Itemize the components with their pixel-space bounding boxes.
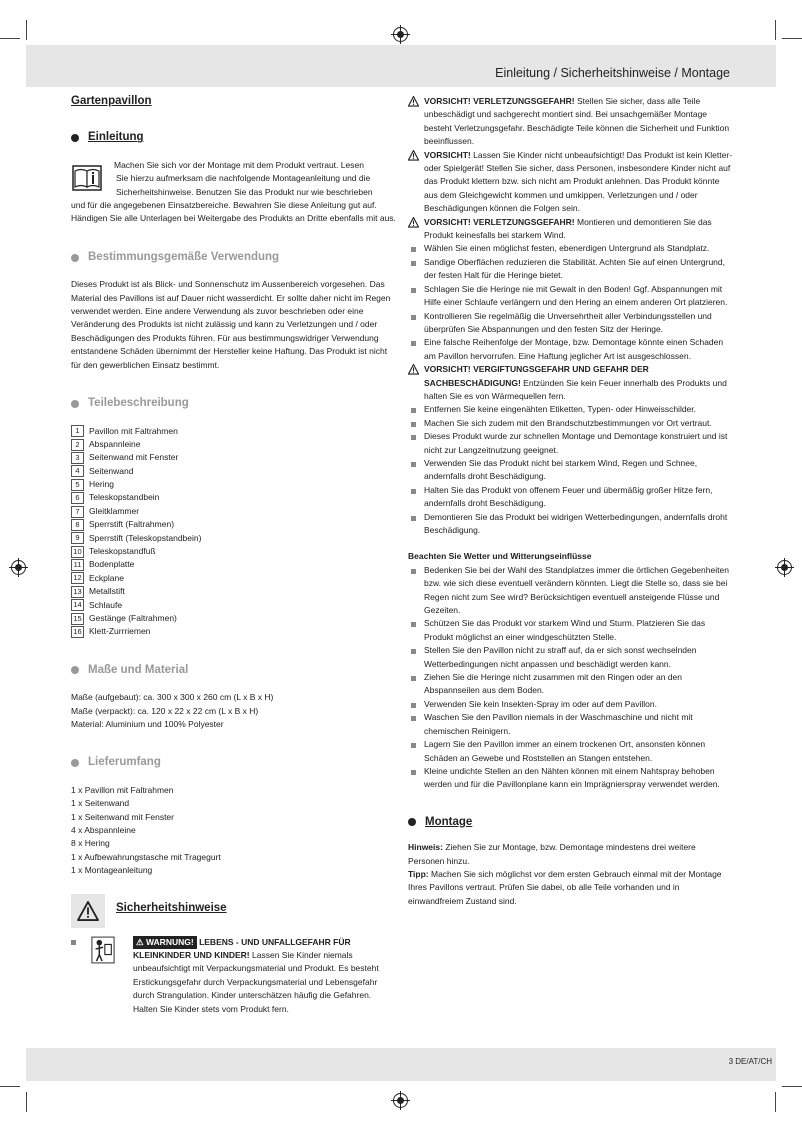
warning-verletzung-2: VORSICHT! VERLETZUNGSGEFAHR! Montieren und demontieren Sie das Produkt keinesfalls bei starkem Wind. [408,216,733,243]
part-number-badge: 15 [71,613,84,625]
part-number-badge: 16 [71,626,84,638]
list-item: Bedenken Sie bei der Wahl des Standplatzes immer die örtlichen Gegebenheiten bzw. wie sich diese eventuell verändern könnten. Liegt die Stelle so, dass sie bei Regen nicht zum See wird? Berücksichtigen eventuell ansteigende Flüsse und Gezeiten. [408,564,733,618]
parts-list-item [71,558,396,571]
registration-mark-icon [11,560,26,575]
part-label: Gestänge (Faltrahmen) [89,612,177,623]
section-heading-verwendung: Bestimmungsgemäße Verwendung [71,251,396,264]
part-number-badge: 12 [71,572,84,584]
part-label: Bodenplatte [89,559,135,570]
list-item: Verwenden Sie kein Insekten-Spray im oder auf dem Pavillon. [408,698,733,711]
warning-triangle-icon [408,217,419,228]
crop-mark [0,38,20,39]
right-column [408,95,733,908]
warning-verletzung-1: VORSICHT! VERLETZUNGSGEFAHR! Stellen Sie sicher, dass alle Teile unbeschädigt und sachgerecht montiert sind. Bei unsachgemäßer Montage besteht Verletzungsgefahr. Beschädigte Teile können die Sicherheit und Funktion beeinflussen. [408,95,733,149]
list-item: Halten Sie das Produkt von offenem Feuer und übermäßig großer Hitze fern, andernfalls droht Beschädigung. [408,484,733,511]
list-item: Waschen Sie den Pavillon niemals in der Waschmaschine und nicht mit chemischen Reinigern. [408,711,733,738]
part-number-badge: 11 [71,559,84,571]
list-item: Kleine undichte Stellen an den Nähten können mit einem Nahtspray behoben werden und für die Pavillonplane kann ein Imprägnierspray verwendet werden. [408,765,733,792]
child-hazard-icon [91,936,115,964]
safety-list-2 [408,403,733,537]
parts-list-item [71,532,396,545]
warning-vergiftung: VORSICHT! VERGIFTUNGSGEFAHR UND GEFAHR DER SACHBESCHÄDIGUNG! Entzünden Sie kein Feuer innerhalb des Produkts und halten Sie es von Wärmequellen fern. [408,363,733,403]
montage-hinweis: Hinweis: Ziehen Sie zur Montage, bzw. Demontage mindestens drei weitere Personen hinzu. [408,842,696,866]
part-number-badge: 3 [71,452,84,464]
part-label: Eckplane [89,572,124,583]
verwendung-text: Dieses Produkt ist als Blick- und Sonnenschutz im Aussenbereich vorgesehen. Das Material des Pavillons ist auf Dauer nicht wasserdicht. Er sollte daher nicht im Regen verwendet werden. Eine andere Verwendung als zuvor beschrieben oder eine Veränderung des Produkts ist nicht zulässig und kann zu Verletzungen und / oder Beschädigungen des Produkts führen. Für aus bestimmungswidriger Verwendung entstandene Schäden übernimmt der Hersteller keine Haftung. Das Produkt ist nicht für den gewerblichen Einsatz bestimmt. [71,279,391,370]
registration-mark-icon [777,560,792,575]
parts-list-item [71,572,396,585]
warnung-kinder: ⚠ WARNUNG! LEBENS - UND UNFALLGEFAHR FÜR KLEINKINDER UND KINDER! Lassen Sie Kinder niemals unbeaufsichtigt mit Verpackungsmaterial und Produkt. Es besteht Erstickungsgefahr durch Verpackungsmaterial und Lebensgefahr durch Strangulation. Kinder unterschätzen häufig die Gefahren. Halten Sie Kinder stets vom Produkt fern. [71,936,396,1016]
safety-list-1 [408,242,733,363]
crop-mark [775,1092,776,1112]
sicherheit-heading-row [71,894,396,930]
left-column [71,95,396,1016]
part-number-badge: 8 [71,519,84,531]
parts-list-item [71,545,396,558]
parts-list-item [71,625,396,638]
part-number-badge: 2 [71,439,84,451]
parts-list-item [71,505,396,518]
wetter-heading: Beachten Sie Wetter und Witterungseinflüsse [408,551,592,562]
part-label: Sperrstift (Faltrahmen) [89,519,175,530]
part-number-badge: 14 [71,599,84,611]
part-number-badge: 9 [71,532,84,544]
list-item: Sandige Oberflächen reduzieren die Stabilität. Achten Sie auf einen Untergrund, der festen Halt für die Heringe bietet. [408,256,733,283]
parts-list [71,425,396,639]
part-label: Teleskopstandbein [89,492,160,503]
registration-mark-icon [393,27,408,42]
part-label: Abspannleine [89,438,141,449]
list-item: Stellen Sie den Pavillon nicht zu straff auf, da er sich sonst wechselnden Wetterbedingungen nicht anpassen und beschädigt werden kann. [408,644,733,671]
warning-triangle-icon [408,150,419,161]
part-label: Gleitklammer [89,505,140,516]
manual-book-icon [72,165,102,191]
part-label: Schlaufe [89,599,123,610]
parts-list-item [71,478,396,491]
registration-mark-icon [393,1093,408,1108]
crop-mark [775,20,776,40]
list-item: Schlagen Sie die Heringe nie mit Gewalt in den Boden! Ggf. Abspannungen mit Hilfe einer Schlaufe verlängern und den Hering an einem anderen Ort platzieren. [408,283,733,310]
crop-mark [0,1086,20,1087]
part-label: Seitenwand mit Fenster [89,452,179,463]
part-number-badge: 1 [71,425,84,437]
crop-mark [782,1086,802,1087]
page-number: 3 DE/AT/CH [728,1057,772,1066]
section-heading-masse: Maße und Material [71,664,396,677]
part-number-badge: 7 [71,506,84,518]
list-item: Lagern Sie den Pavillon immer an einem trockenen Ort, ansonsten können Schäden an Gewebe und Roststellen an Stangen entstehen. [408,738,733,765]
page-header-title: Einleitung / Sicherheitshinweise / Montage [495,66,730,80]
parts-list-item [71,599,396,612]
parts-list-item [71,438,396,451]
list-item: Entfernen Sie keine eingenähten Etiketten, Typen- oder Hinweisschilder. [408,403,733,416]
warning-triangle-icon [408,364,419,375]
parts-list-item [71,518,396,531]
list-item: Eine falsche Reihenfolge der Montage, bzw. Demontage könnte einen Schaden am Pavillon hervorrufen. Eine Haftung jeglicher Art ist ausgeschlossen. [408,336,733,363]
section-heading-lieferumfang: Lieferumfang [71,756,396,769]
crop-mark [26,20,27,40]
parts-list-item [71,425,396,438]
list-item: Wählen Sie einen möglichst festen, ebenerdigen Untergrund als Standplatz. [408,242,733,255]
warnung-badge: ⚠ WARNUNG! [133,936,197,949]
crop-mark [26,1092,27,1112]
wetter-list [408,564,733,792]
crop-mark [782,38,802,39]
part-number-badge: 4 [71,465,84,477]
list-item: Kontrollieren Sie regelmäßig die Unversehrtheit aller Verbindungsstellen und überprüfen Sie Abspannungen und den festen Sitz der Heringe. [408,310,733,337]
list-item: Ziehen Sie die Heringe nicht zusammen mit den Ringen oder an den Abspannseilen aus dem Boden. [408,671,733,698]
warning-triangle-icon [408,96,419,107]
masse-list: Maße (aufgebaut): ca. 300 x 300 x 260 cm (L x B x H) Maße (verpackt): ca. 120 x 22 x 22 cm (L x B x H) Material: Aluminium und 100% Polyester [71,692,274,729]
montage-tipp: Tipp: Machen Sie sich möglichst vor dem ersten Gebrauch einmal mit der Montage Ihres Pavillons vertraut. Prüfen Sie dabei, ob alle Teile vorhanden und in einwandfreiem Zustand sind. [408,868,722,906]
parts-list-item [71,451,396,464]
part-number-badge: 5 [71,479,84,491]
list-item: Machen Sie sich zudem mit den Brandschutzbestimmungen vor Ort vertraut. [408,417,733,430]
part-number-badge: 13 [71,586,84,598]
parts-list-item [71,465,396,478]
part-label: Metallstift [89,586,125,597]
part-label: Pavillon mit Faltrahmen [89,425,178,436]
sicherheit-heading: Sicherheitshinweise [116,901,227,914]
part-number-badge: 10 [71,546,84,558]
einleitung-text: Machen Sie sich vor der Montage mit dem Produkt vertraut. Lesen Sie hierzu aufmerksam die nachfolgende Montageanleitung und die Sicherheitshinweise. Benutzen Sie das Produkt nur wie beschrieben und für die angegebenen Einsatzbereiche. Bewahren Sie diese Anleitung gut auf. Händigen Sie alle Unterlagen bei Weitergabe des Produkts an Dritte ebenfalls mit aus. [71,159,396,224]
section-heading-montage: Montage [408,816,733,829]
part-number-badge: 6 [71,492,84,504]
parts-list-item [71,612,396,625]
list-bullet [71,940,76,945]
section-heading-einleitung: Einleitung [71,131,396,144]
lieferumfang-list: 1 x Pavillon mit Faltrahmen 1 x Seitenwand 1 x Seitenwand mit Fenster 4 x Abspannleine 8 x Hering 1 x Aufbewahrungstasche mit Tragegurt 1 x Montageanleitung [71,784,221,876]
list-item: Demontieren Sie das Produkt bei widrigen Wetterbedingungen, andernfalls droht Beschädigung. [408,511,733,538]
parts-list-item [71,491,396,504]
warning-box [71,894,105,928]
part-label: Klett-Zurrriemen [89,626,151,637]
product-title: Gartenpavillon [71,95,152,107]
list-item: Schützen Sie das Produkt vor starkem Wind und Sturm. Platzieren Sie das Produkt möglichst an einer windgeschützten Stelle. [408,617,733,644]
footer-band [26,1048,776,1081]
part-label: Teleskopstandfuß [89,546,156,557]
part-label: Seitenwand [89,465,134,476]
section-heading-teile: Teilebeschreibung [71,397,396,410]
parts-list-item [71,585,396,598]
part-label: Sperrstift (Teleskopstandbein) [89,532,202,543]
part-label: Hering [89,479,115,490]
list-item: Dieses Produkt wurde zur schnellen Montage und Demontage konstruiert und ist nicht zur Langzeitnutzung geeignet. [408,430,733,457]
list-item: Verwenden Sie das Produkt nicht bei starkem Wind, Regen und Schnee, andernfalls droht Beschädigung. [408,457,733,484]
warning-kinder: VORSICHT! Lassen Sie Kinder nicht unbeaufsichtigt! Das Produkt ist kein Kletter- oder Spielgerät! Stellen Sie sicher, dass Personen, insbesondere Kinder nicht auf das Produkt klettern bzw. sich nicht am Produkt anlehnen. Das Produkt könnte aus dem Gleichgewicht kommen und umkippen. Verletzungen und / oder Beschädigungen können die Folgen sein. [408,149,733,216]
warning-triangle-icon [77,901,99,921]
